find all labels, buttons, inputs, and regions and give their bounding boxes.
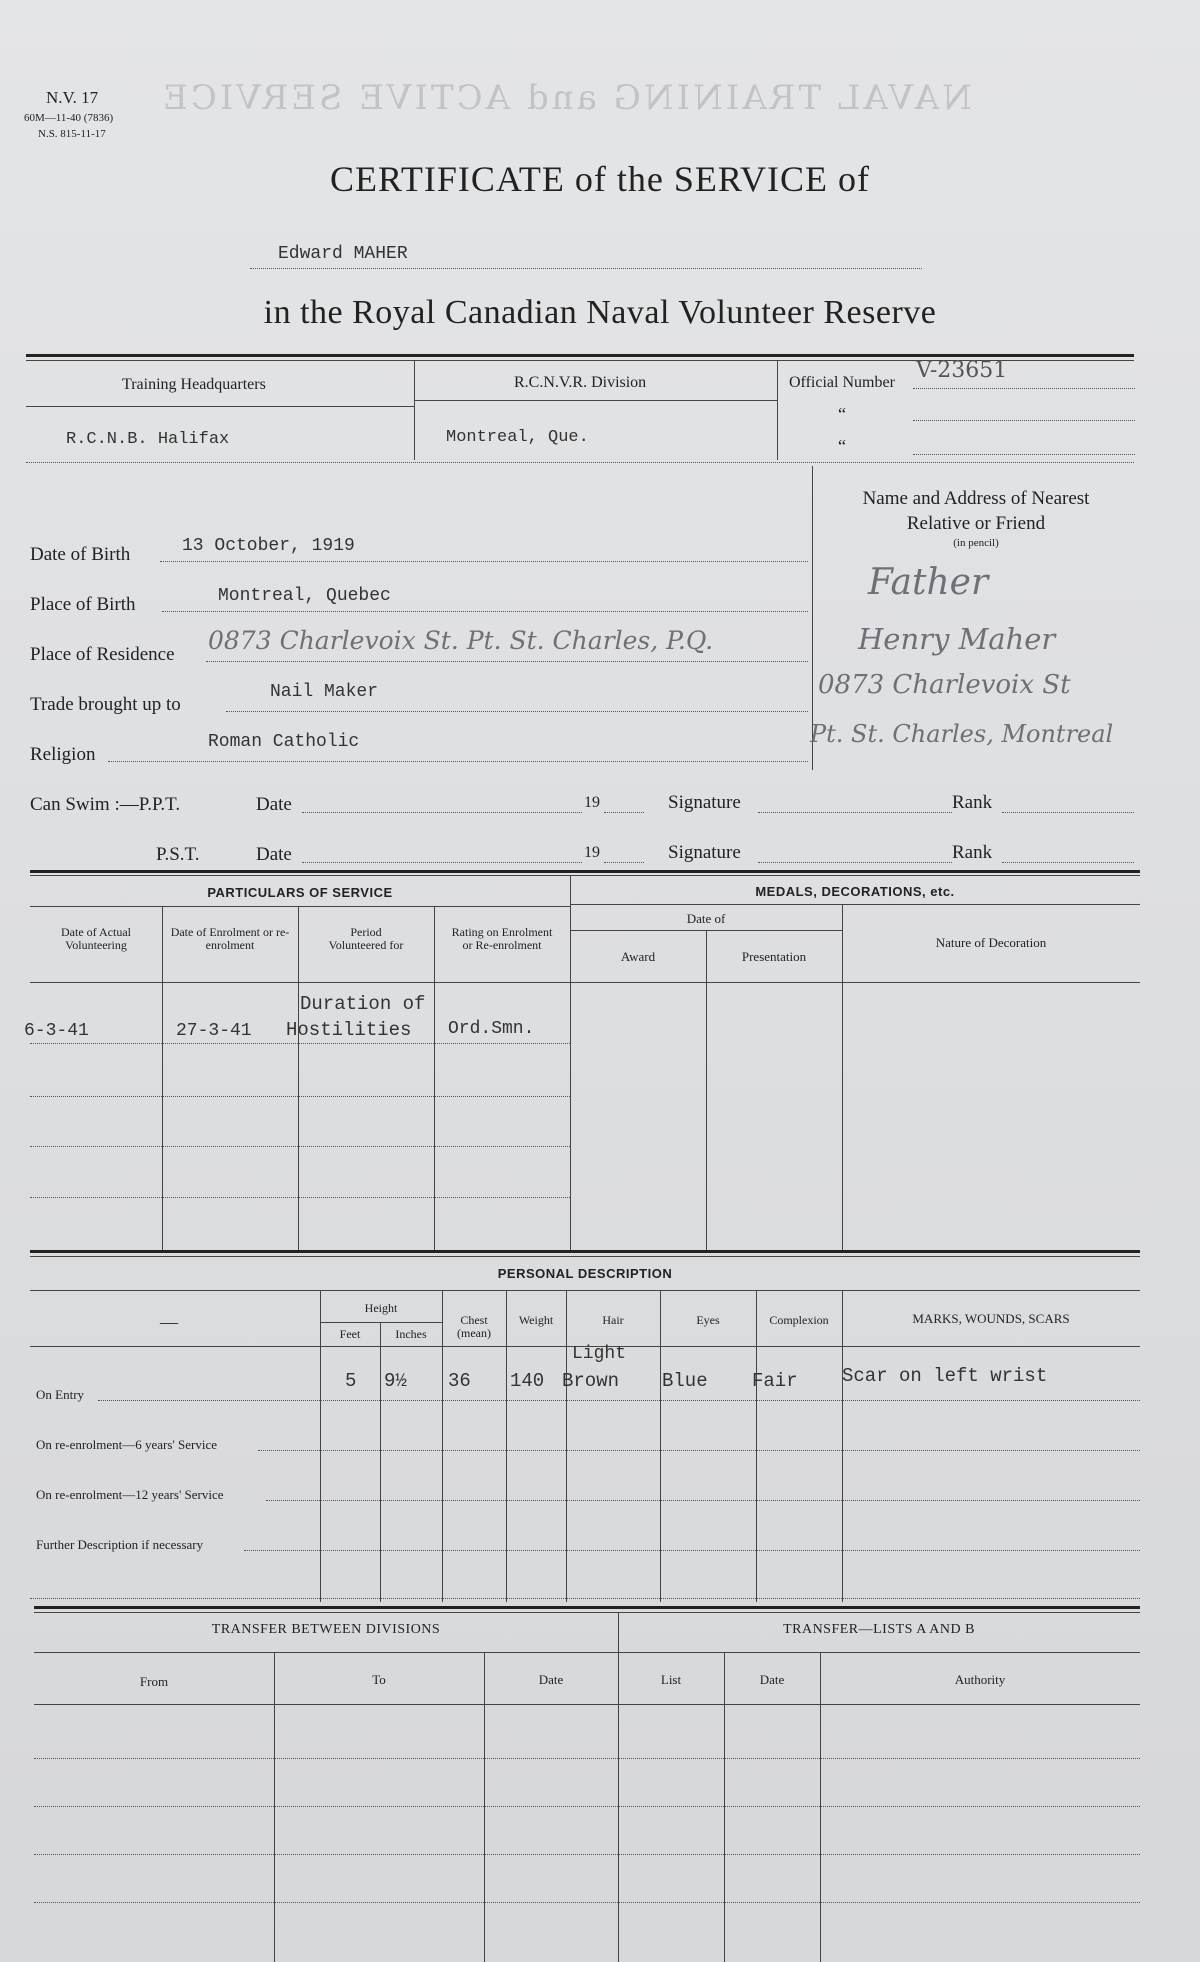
form-print-code: 60M—11-40 (7836): [24, 112, 114, 124]
rule: [34, 1704, 1140, 1705]
official-number-line: [913, 420, 1135, 421]
row-line: [30, 1197, 570, 1198]
col-from: From: [139, 1674, 169, 1689]
rule: [30, 906, 570, 907]
dob-line: [160, 561, 808, 562]
entry-hair-line1: Light: [572, 1344, 627, 1364]
name-line: [250, 268, 922, 269]
trade-line: [226, 711, 808, 712]
transfer-lists-title: TRANSFER—LISTS A AND B: [783, 1622, 975, 1637]
show-through-text: NAVAL TRAINING and ACTIVE SERVICE: [160, 78, 972, 118]
divider: [162, 906, 163, 1250]
ppt-year-line: [604, 812, 644, 813]
divider: [820, 1652, 821, 1962]
col-chest: Chest (mean): [457, 1313, 491, 1340]
training-hq-label: Training Headquarters: [122, 376, 266, 393]
col-date-volunteering: Date of Actual Volunteering: [61, 925, 131, 952]
row-line: [30, 1043, 570, 1044]
divider: [484, 1652, 485, 1962]
certificate-subtitle: in the Royal Canadian Naval Volunteer Reserve: [263, 294, 937, 331]
row-line: [30, 1598, 1140, 1599]
col-award: Award: [620, 949, 656, 964]
certificate-title: CERTIFICATE of the SERVICE of: [330, 159, 870, 199]
pob-value: Montreal, Quebec: [218, 586, 391, 606]
official-number-value: V-23651: [916, 358, 1008, 383]
rule: [414, 400, 777, 401]
col-rating: Rating on Enrolment or Re-enrolment: [451, 925, 553, 952]
dob-label: Date of Birth: [30, 544, 131, 565]
reenrol-12-label: On re-enrolment—12 years' Service: [36, 1487, 224, 1502]
rule: [34, 1612, 1140, 1613]
medals-date-of: Date of: [686, 911, 726, 926]
entry-eyes: Blue: [662, 1370, 708, 1392]
ditto-mark: “: [838, 404, 846, 424]
form-stock-code: N.S. 815-11-17: [38, 128, 106, 140]
religion-line: [108, 761, 808, 762]
rule: [320, 1322, 442, 1323]
ppt-signature-line: [758, 812, 952, 813]
service-period-line2: Hostilities: [286, 1019, 412, 1041]
residence-line: [206, 661, 808, 662]
col-list: List: [660, 1672, 682, 1687]
row-line: [34, 1758, 1140, 1759]
ppt-year-prefix: 19: [584, 794, 600, 811]
member-name: Edward MAHER: [278, 244, 408, 264]
divider: [380, 1322, 381, 1602]
form-code: N.V. 17: [46, 88, 99, 107]
col-weight: Weight: [518, 1313, 554, 1327]
col-period: Period Volunteered for: [328, 925, 404, 952]
entry-inches: 9½: [384, 1370, 407, 1392]
col-complexion: Complexion: [769, 1313, 829, 1327]
official-number-label: Official Number: [789, 374, 895, 391]
row-line: [320, 1400, 1140, 1401]
rule: [26, 462, 1134, 463]
residence-value: 0873 Charlevoix St. Pt. St. Charles, P.Q.: [208, 626, 714, 655]
entry-complexion: Fair: [752, 1370, 798, 1392]
divider: [414, 360, 415, 460]
ppt-rank-label: Rank: [952, 792, 993, 813]
divider: [298, 906, 299, 1250]
relative-heading-2: Relative or Friend: [906, 513, 1046, 534]
service-title: PARTICULARS OF SERVICE: [207, 885, 393, 900]
rule: [30, 1250, 1140, 1253]
ppt-rank-line: [1002, 812, 1134, 813]
transfer-between-title: TRANSFER BETWEEN DIVISIONS: [211, 1622, 441, 1637]
division-value: Montreal, Que.: [446, 428, 589, 447]
col-transfer-date: Date: [538, 1672, 564, 1687]
relative-relationship: Father: [868, 562, 989, 603]
description-title: PERSONAL DESCRIPTION: [497, 1266, 673, 1281]
rule: [30, 1290, 1140, 1291]
row-line: [320, 1450, 1140, 1451]
divider: [777, 360, 778, 460]
official-number-line: [913, 454, 1135, 455]
trade-label: Trade brought up to: [30, 694, 181, 715]
religion-label: Religion: [30, 744, 96, 765]
further-description-label: Further Description if necessary: [36, 1537, 204, 1552]
entry-weight: 140: [510, 1370, 545, 1392]
relative-name: Henry Maher: [858, 622, 1056, 656]
ppt-date-label: Date: [256, 794, 292, 815]
can-swim-label: Can Swim :—P.P.T.: [30, 794, 181, 815]
rule: [30, 875, 1140, 876]
service-volunteering-value: 6-3-41: [24, 1021, 89, 1041]
col-authority: Authority: [954, 1672, 1006, 1687]
service-period-line1: Duration of: [300, 993, 426, 1015]
row-line: [34, 1902, 1140, 1903]
col-presentation: Presentation: [741, 949, 807, 964]
pst-year-prefix: 19: [584, 844, 600, 861]
row-line: [320, 1500, 1140, 1501]
pst-date-line: [302, 862, 582, 863]
divider: [618, 1612, 619, 1962]
rule: [30, 870, 1140, 873]
entry-marks: Scar on left wrist: [842, 1365, 1048, 1387]
rule: [570, 904, 1140, 905]
entry-hair-line2: Brown: [562, 1370, 620, 1392]
trade-value: Nail Maker: [270, 682, 379, 702]
divider: [706, 930, 707, 1250]
divider: [274, 1652, 275, 1962]
row-line: [320, 1550, 1140, 1551]
rule: [570, 930, 842, 931]
divider: [660, 1290, 661, 1602]
row-line: [266, 1500, 320, 1501]
pst-year-line: [604, 862, 644, 863]
reenrol-6-label: On re-enrolment—6 years' Service: [36, 1437, 218, 1452]
medals-title: MEDALS, DECORATIONS, etc.: [755, 884, 955, 899]
ppt-signature-label: Signature: [668, 792, 741, 813]
pob-label: Place of Birth: [30, 594, 136, 615]
row-line: [98, 1400, 320, 1401]
pst-rank-label: Rank: [952, 842, 993, 863]
col-to: To: [372, 1672, 386, 1687]
ppt-date-line: [302, 812, 582, 813]
division-label: R.C.N.V.R. Division: [514, 374, 647, 391]
col-hair: Hair: [602, 1313, 624, 1327]
dob-value: 13 October, 1919: [182, 536, 355, 556]
pst-date-label: Date: [256, 844, 292, 865]
rule: [26, 406, 414, 407]
divider: [506, 1290, 507, 1602]
on-entry-label: On Entry: [36, 1387, 85, 1402]
ditto-mark: “: [838, 436, 846, 456]
divider: [570, 876, 571, 1250]
col-feet: Feet: [339, 1327, 361, 1341]
pst-signature-label: Signature: [668, 842, 741, 863]
col-list-date: Date: [759, 1672, 785, 1687]
rule: [30, 1256, 1140, 1257]
rule: [30, 982, 1140, 983]
col-height: Height: [364, 1301, 398, 1315]
rule: [34, 1606, 1140, 1609]
service-rating-value: Ord.Smn.: [448, 1019, 535, 1039]
divider: [842, 904, 843, 1250]
divider: [566, 1290, 567, 1602]
pst-signature-line: [758, 862, 952, 863]
row-line: [30, 1096, 570, 1097]
rule: [34, 1652, 1140, 1653]
description-dash: —: [160, 1312, 178, 1332]
divider: [434, 906, 435, 1250]
pst-rank-line: [1002, 862, 1134, 863]
relative-address-1: 0873 Charlevoix St: [818, 670, 1071, 700]
entry-feet: 5: [345, 1370, 357, 1392]
row-line: [258, 1450, 320, 1451]
relative-heading: Name and Address of Nearest: [862, 488, 1090, 509]
pob-line: [162, 611, 808, 612]
divider: [756, 1290, 757, 1602]
col-marks: MARKS, WOUNDS, SCARS: [912, 1311, 1070, 1326]
training-hq-value: R.C.N.B. Halifax: [66, 430, 230, 449]
divider: [724, 1652, 725, 1962]
divider: [842, 1290, 843, 1602]
residence-label: Place of Residence: [30, 644, 175, 665]
religion-value: Roman Catholic: [208, 732, 360, 752]
col-nature: Nature of Decoration: [935, 935, 1047, 950]
row-line: [34, 1806, 1140, 1807]
official-number-line: [913, 388, 1135, 389]
col-eyes: Eyes: [696, 1313, 720, 1327]
relative-address-2: Pt. St. Charles, Montreal: [810, 720, 1114, 748]
service-enrolment-value: 27-3-41: [176, 1021, 252, 1041]
pencil-note: (in pencil): [953, 537, 999, 549]
row-line: [244, 1550, 320, 1551]
row-line: [30, 1146, 570, 1147]
col-inches: Inches: [395, 1327, 427, 1341]
entry-chest: 36: [448, 1370, 471, 1392]
col-date-enrolment: Date of Enrolment or re-enrolment: [170, 925, 290, 952]
rule: [26, 354, 1134, 357]
row-line: [34, 1854, 1140, 1855]
pst-label: P.S.T.: [156, 844, 200, 865]
